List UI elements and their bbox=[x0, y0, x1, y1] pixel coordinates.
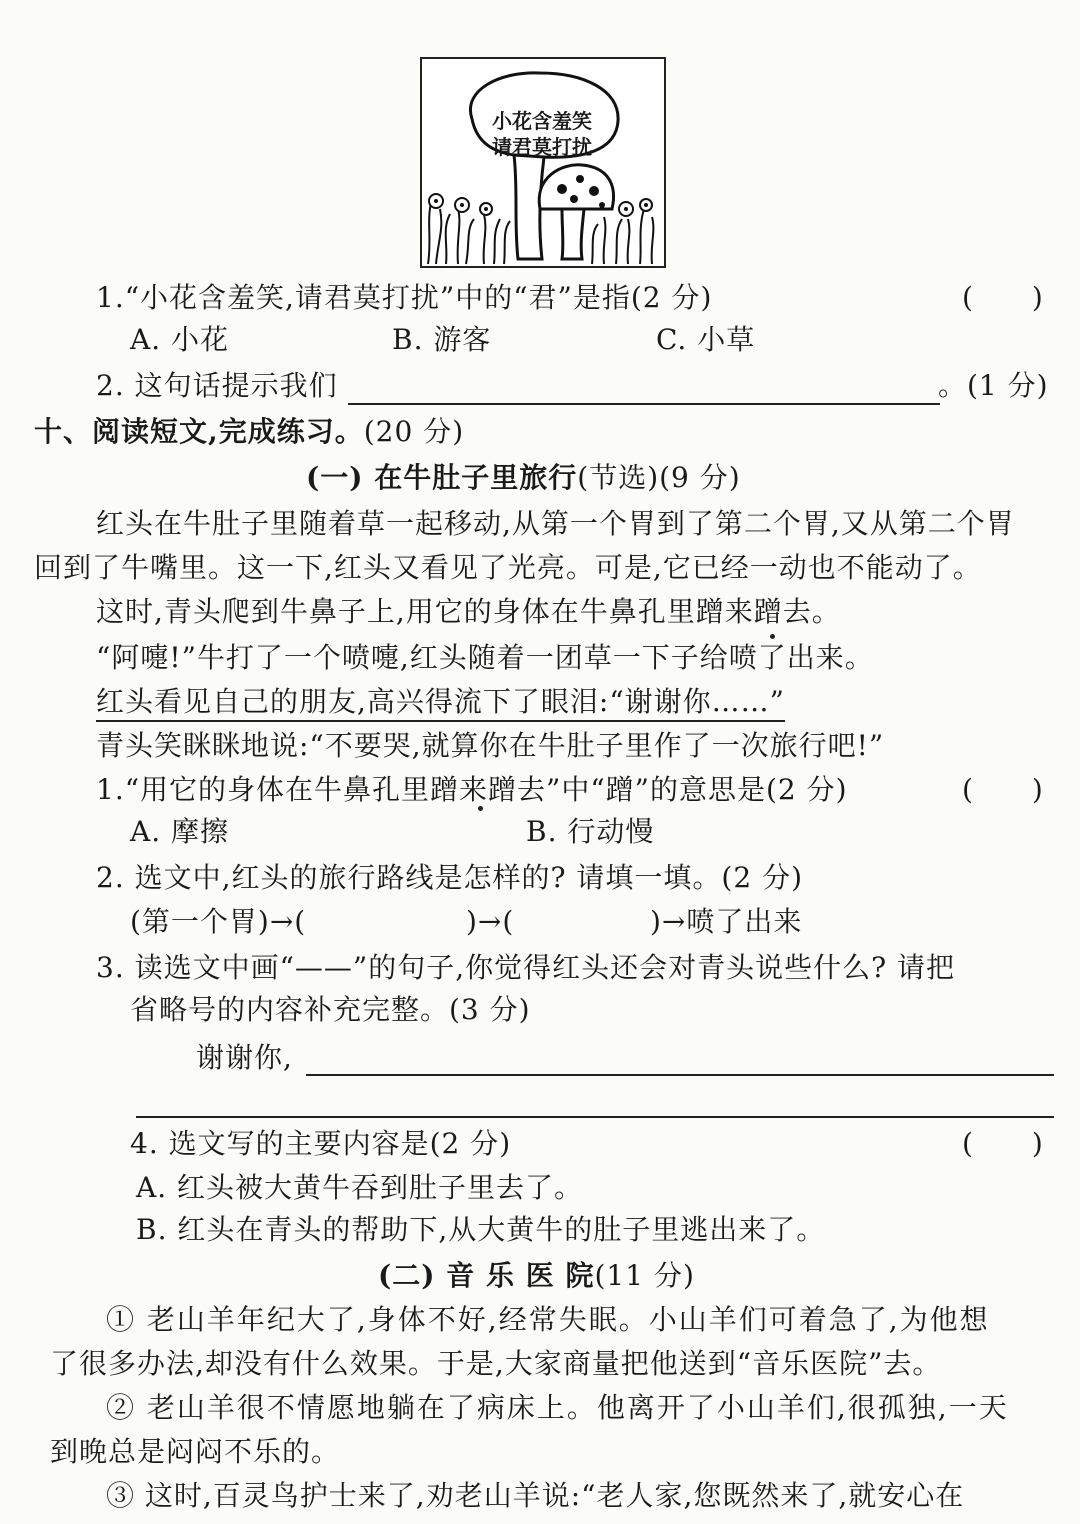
underlined-sentence: 红头看见自己的朋友,高兴得流下了眼泪:“谢谢你……” bbox=[96, 685, 785, 722]
route-middle: )→( bbox=[466, 905, 515, 938]
passage-1-title bbox=[306, 460, 741, 496]
option-c: C. 小草 bbox=[656, 323, 756, 356]
answer-paren[interactable]: ( ) bbox=[962, 281, 1044, 314]
question-3: 3. 读选文中画“——”的句子,你觉得红头还会对青头说些什么? 请把 bbox=[96, 951, 956, 984]
answer-prefix: 谢谢你, bbox=[196, 1041, 293, 1074]
option-a: A. 小花 bbox=[130, 323, 230, 356]
route-end: )→喷了出来 bbox=[650, 905, 803, 938]
mushroom-sign-illustration bbox=[420, 57, 666, 268]
passage-1-line: “阿嚏!”牛打了一个喷嚏,红头随着一团草一下子给喷了出来。 bbox=[96, 641, 874, 674]
question-4: 4. 选文写的主要内容是(2 分) bbox=[130, 1127, 512, 1160]
option-b: B. 红头在青头的帮助下,从大黄牛的肚子里逃出来了。 bbox=[136, 1213, 826, 1246]
option-b: B. 游客 bbox=[392, 323, 492, 356]
passage-1-line: 这时,青头爬到牛鼻子上,用它的身体在牛鼻孔里蹭来蹭去。 bbox=[96, 595, 841, 628]
passage-2-line: ③ 这时,百灵鸟护士来了,劝老山羊说:“老人家,您既然来了,就安心在 bbox=[106, 1479, 965, 1512]
passage-1-title-text: 在牛肚子里旅行 bbox=[374, 461, 578, 494]
answer-paren[interactable]: ( ) bbox=[962, 1127, 1044, 1160]
mushroom-drawing bbox=[422, 59, 664, 266]
question-2-score: 。(1 分) bbox=[938, 369, 1049, 402]
passage-2-title bbox=[378, 1258, 695, 1294]
route-start: (第一个胃)→( bbox=[130, 905, 307, 938]
passage-2-line: 到晚总是闷闷不乐的。 bbox=[50, 1435, 341, 1468]
question-3-continued: 省略号的内容补充完整。(3 分) bbox=[130, 993, 531, 1026]
section-heading bbox=[34, 414, 464, 450]
question-1: 1.“用它的身体在牛鼻孔里蹭来蹭去”中“蹭”的意思是(2 分) bbox=[96, 773, 848, 806]
passage-2-number: (二) bbox=[378, 1259, 447, 1292]
section-heading-text: 十、阅读短文,完成练习。 bbox=[34, 415, 364, 448]
section-heading-score: (20 分) bbox=[363, 415, 465, 448]
question-1: 1.“小花含羞笑,请君莫打扰”中的“君”是指(2 分) bbox=[96, 281, 713, 314]
sign-text-line2: 请君莫打扰 bbox=[492, 135, 592, 159]
emphasis-dot bbox=[770, 634, 775, 639]
emphasis-dot bbox=[478, 806, 483, 811]
option-a: A. 摩擦 bbox=[130, 815, 230, 848]
question-2: 2. 这句话提示我们 bbox=[96, 369, 338, 402]
passage-1-number: (一) bbox=[306, 461, 375, 494]
passage-1-line: 红头在牛肚子里随着草一起移动,从第一个胃到了第二个胃,又从第二个胃 bbox=[96, 507, 1015, 540]
passage-1-line: 青头笑眯眯地说:“不要哭,就算你在牛肚子里作了一次旅行吧!” bbox=[96, 729, 885, 762]
passage-2-line: 了很多办法,却没有什么效果。于是,大家商量把他送到“音乐医院”去。 bbox=[50, 1347, 942, 1380]
sign-text-line1: 小花含羞笑 bbox=[492, 109, 592, 133]
passage-2-title-suffix: (11 分) bbox=[594, 1259, 695, 1292]
question-2: 2. 选文中,红头的旅行路线是怎样的? 请填一填。(2 分) bbox=[96, 861, 803, 894]
answer-paren[interactable]: ( ) bbox=[962, 773, 1044, 806]
answer-blank[interactable] bbox=[348, 403, 940, 405]
passage-2-line: ② 老山羊很不情愿地躺在了病床上。他离开了小山羊们,很孤独,一天 bbox=[106, 1391, 1009, 1424]
answer-blank[interactable] bbox=[136, 1116, 1054, 1118]
answer-blank[interactable] bbox=[306, 1074, 1054, 1076]
option-a: A. 红头被大黄牛吞到肚子里去了。 bbox=[136, 1171, 584, 1204]
passage-2-title-text: 音 乐 医 院 bbox=[446, 1259, 595, 1292]
passage-2-line: ① 老山羊年纪大了,身体不好,经常失眠。小山羊们可着急了,为他想 bbox=[106, 1303, 990, 1336]
passage-1-underlined-line bbox=[96, 684, 785, 720]
passage-1-title-suffix: (节选)(9 分) bbox=[577, 461, 741, 494]
option-b: B. 行动慢 bbox=[526, 815, 655, 848]
passage-1-line: 回到了牛嘴里。这一下,红头又看见了光亮。可是,它已经一动也不能动了。 bbox=[34, 551, 982, 584]
